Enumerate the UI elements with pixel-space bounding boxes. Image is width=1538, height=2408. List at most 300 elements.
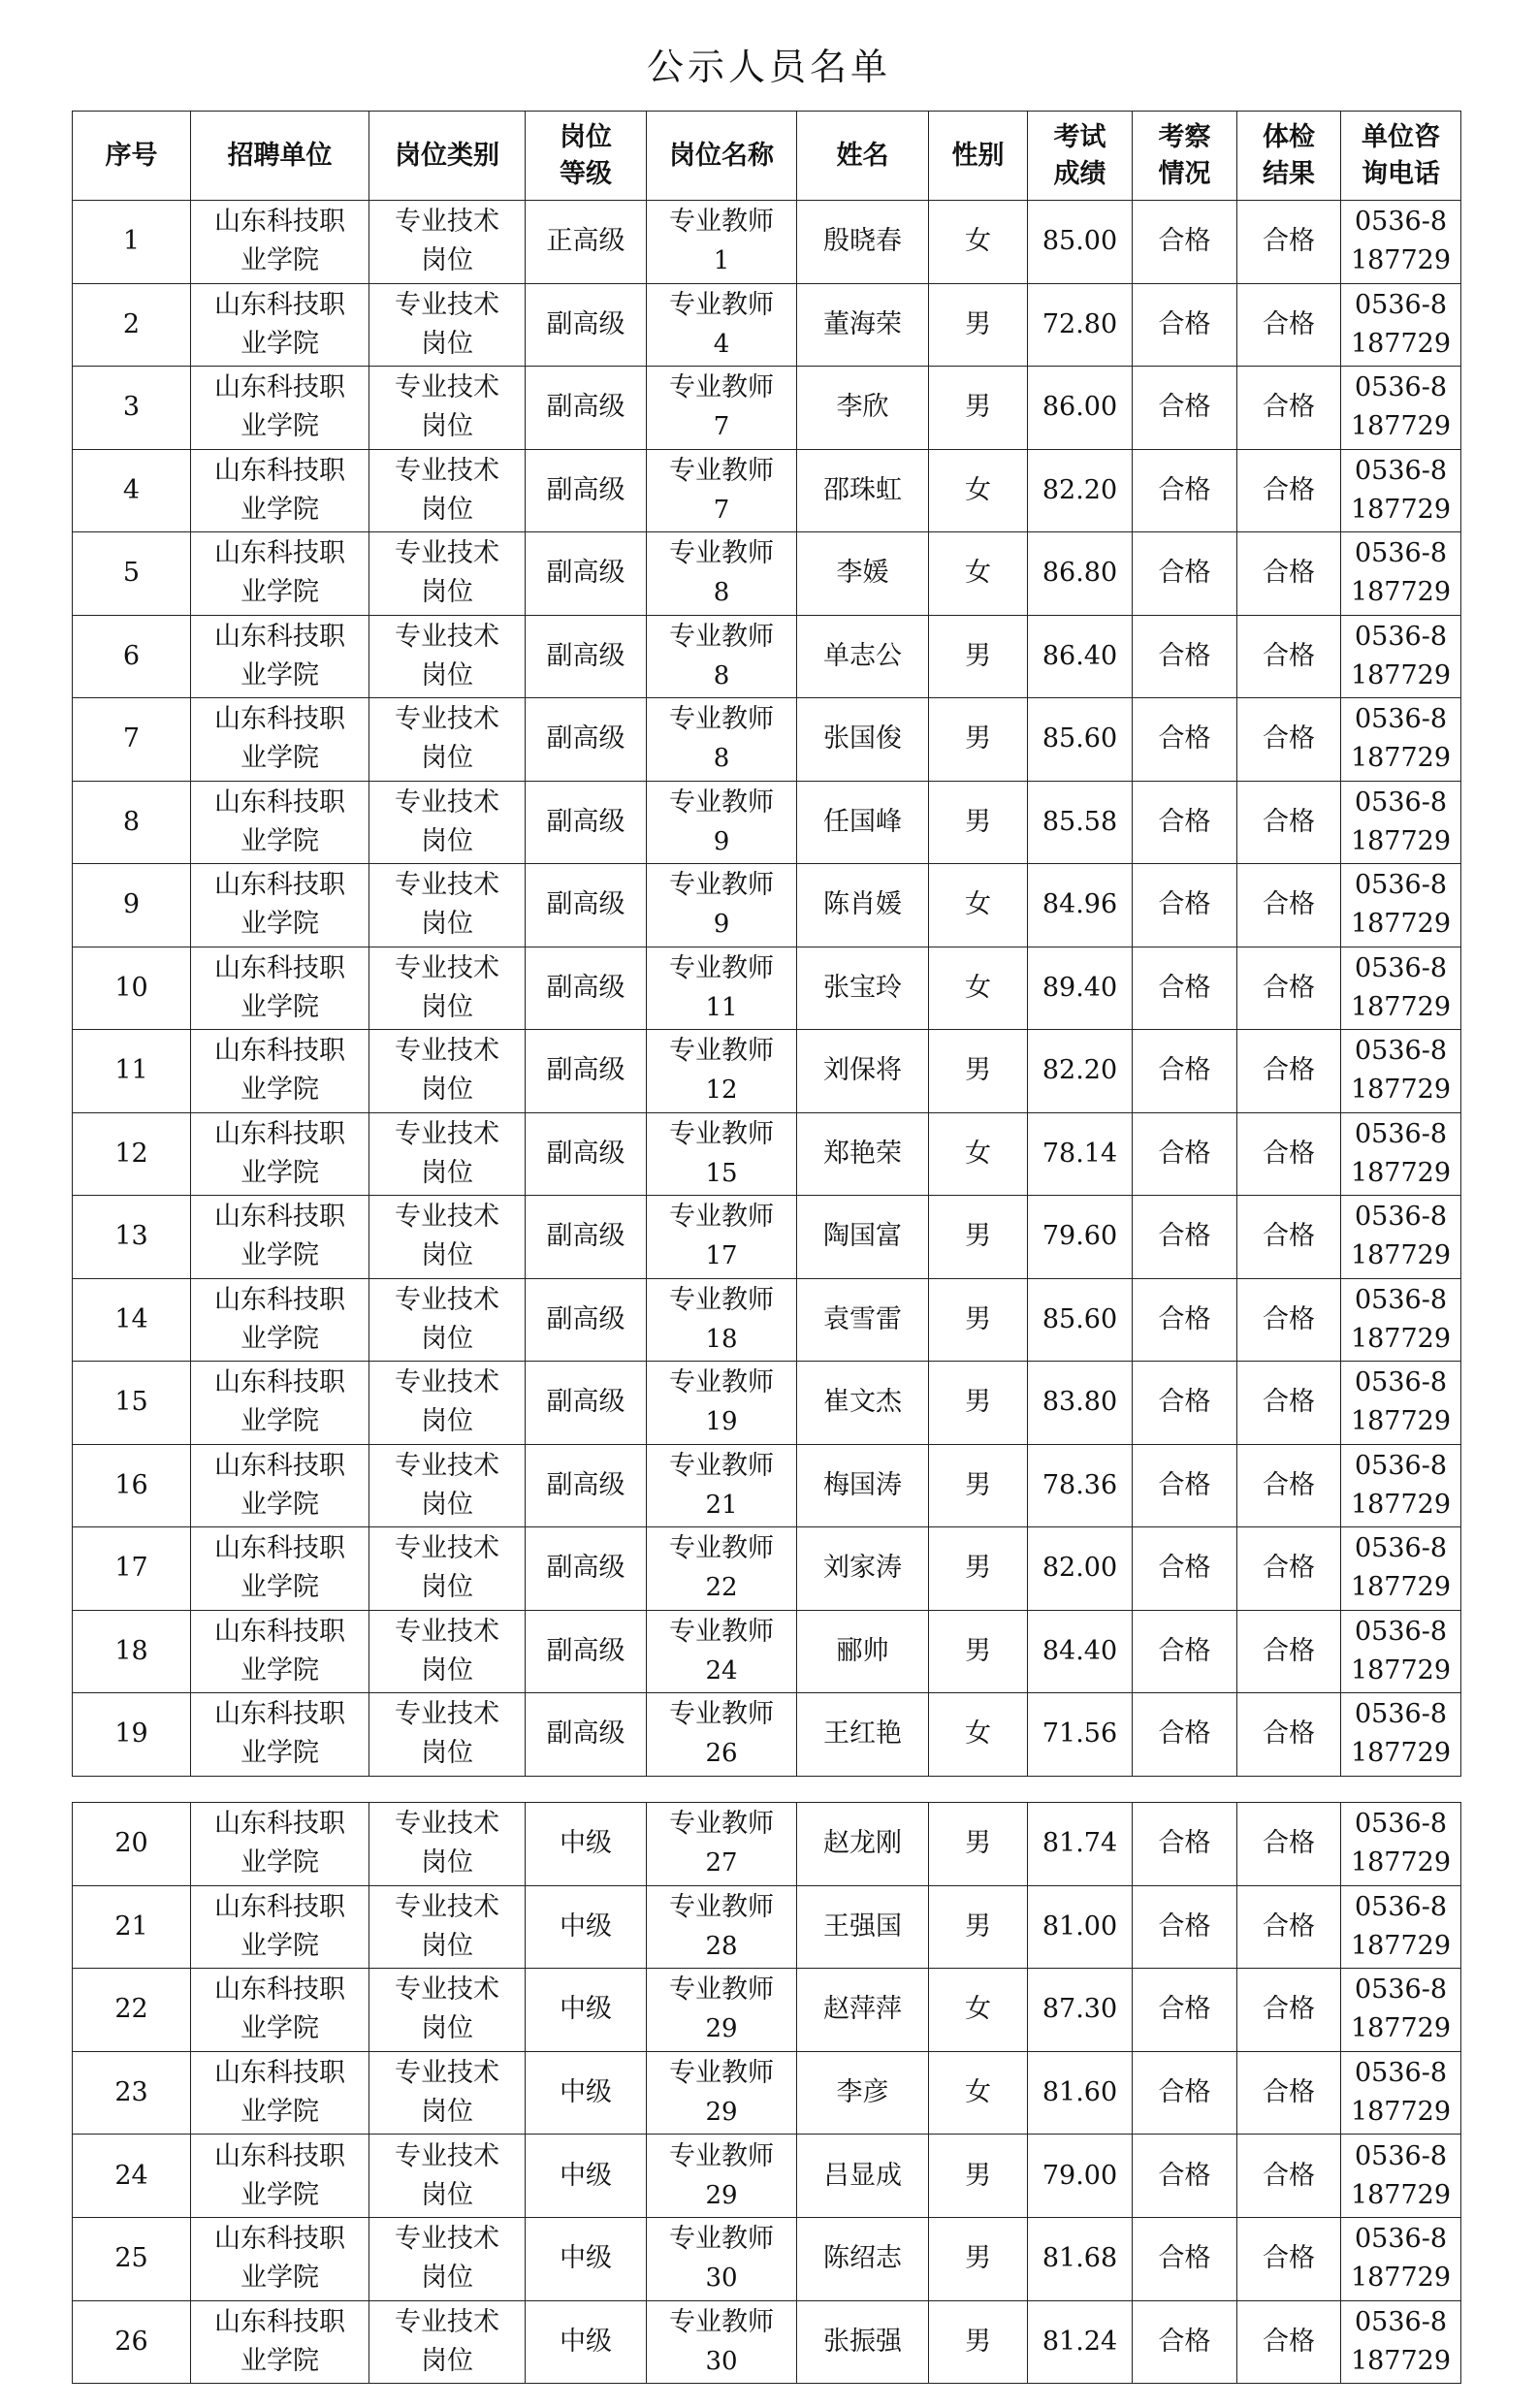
cell-unit: 山东科技职 业学院 (191, 2217, 369, 2300)
cell-no: 10 (73, 947, 191, 1030)
cell-level: 中级 (526, 1969, 647, 2052)
cell-no: 4 (73, 449, 191, 532)
cell-category: 专业技术 岗位 (369, 1610, 526, 1693)
cell-no: 18 (73, 1610, 191, 1693)
cell-score: 81.24 (1028, 2300, 1133, 2384)
cell-score: 81.00 (1028, 1885, 1133, 1969)
cell-position: 专业教师 1 (647, 201, 797, 284)
cell-phone: 0536-8 187729 (1341, 1196, 1461, 1279)
cell-inspection: 合格 (1133, 1278, 1237, 1362)
cell-no: 16 (73, 1444, 191, 1527)
cell-no: 11 (73, 1030, 191, 1113)
cell-score: 82.20 (1028, 449, 1133, 532)
header-gender: 性别 (929, 112, 1028, 201)
cell-level: 副高级 (526, 1527, 647, 1611)
cell-no: 26 (73, 2300, 191, 2384)
cell-inspection: 合格 (1133, 1885, 1237, 1969)
cell-phone: 0536-8 187729 (1341, 2217, 1461, 2300)
header-level: 岗位 等级 (526, 112, 647, 201)
cell-medical: 合格 (1237, 449, 1341, 532)
cell-name: 李彦 (797, 2051, 929, 2135)
cell-inspection: 合格 (1133, 367, 1237, 450)
cell-position: 专业教师 24 (647, 1610, 797, 1693)
cell-level: 正高级 (526, 201, 647, 284)
cell-unit: 山东科技职 业学院 (191, 367, 369, 450)
cell-no: 21 (73, 1885, 191, 1969)
cell-medical: 合格 (1237, 1803, 1341, 1886)
header-inspection: 考察 情况 (1133, 112, 1237, 201)
cell-category: 专业技术 岗位 (369, 1885, 526, 1969)
cell-inspection: 合格 (1133, 615, 1237, 698)
cell-phone: 0536-8 187729 (1341, 1362, 1461, 1445)
cell-inspection: 合格 (1133, 1030, 1237, 1113)
table-row (73, 1030, 1461, 1113)
table-row (73, 864, 1461, 947)
cell-medical: 合格 (1237, 1278, 1341, 1362)
cell-medical: 合格 (1237, 1030, 1341, 1113)
cell-name: 梅国涛 (797, 1444, 929, 1527)
cell-name: 刘保将 (797, 1030, 929, 1113)
cell-gender: 女 (929, 947, 1028, 1030)
table-row (73, 2135, 1461, 2218)
cell-inspection: 合格 (1133, 1444, 1237, 1527)
cell-medical: 合格 (1237, 1885, 1341, 1969)
cell-medical: 合格 (1237, 1362, 1341, 1445)
cell-medical: 合格 (1237, 698, 1341, 782)
header-no: 序号 (73, 112, 191, 201)
cell-position: 专业教师 8 (647, 698, 797, 782)
cell-name: 赵龙刚 (797, 1803, 929, 1886)
cell-phone: 0536-8 187729 (1341, 1693, 1461, 1777)
cell-medical: 合格 (1237, 947, 1341, 1030)
cell-level: 中级 (526, 1803, 647, 1886)
cell-inspection: 合格 (1133, 449, 1237, 532)
cell-medical: 合格 (1237, 615, 1341, 698)
cell-medical: 合格 (1237, 201, 1341, 284)
cell-category: 专业技术 岗位 (369, 1196, 526, 1279)
cell-no: 14 (73, 1278, 191, 1362)
cell-position: 专业教师 28 (647, 1885, 797, 1969)
cell-name: 郦帅 (797, 1610, 929, 1693)
cell-score: 82.20 (1028, 1030, 1133, 1113)
cell-phone: 0536-8 187729 (1341, 1969, 1461, 2052)
table-row (73, 449, 1461, 532)
cell-unit: 山东科技职 业学院 (191, 2300, 369, 2384)
cell-score: 72.80 (1028, 283, 1133, 367)
cell-score: 87.30 (1028, 1969, 1133, 2052)
cell-unit: 山东科技职 业学院 (191, 864, 369, 947)
cell-no: 9 (73, 864, 191, 947)
cell-unit: 山东科技职 业学院 (191, 1885, 369, 1969)
cell-category: 专业技术 岗位 (369, 201, 526, 284)
cell-unit: 山东科技职 业学院 (191, 1362, 369, 1445)
cell-gender: 男 (929, 1362, 1028, 1445)
cell-level: 副高级 (526, 615, 647, 698)
cell-name: 陈绍志 (797, 2217, 929, 2300)
cell-name: 袁雪雷 (797, 1278, 929, 1362)
header-score: 考试 成绩 (1028, 112, 1133, 201)
cell-category: 专业技术 岗位 (369, 1278, 526, 1362)
cell-name: 张国俊 (797, 698, 929, 782)
cell-unit: 山东科技职 业学院 (191, 781, 369, 864)
cell-inspection: 合格 (1133, 1112, 1237, 1196)
cell-phone: 0536-8 187729 (1341, 2300, 1461, 2384)
table-row (73, 367, 1461, 450)
cell-score: 85.60 (1028, 698, 1133, 782)
cell-position: 专业教师 9 (647, 781, 797, 864)
cell-medical: 合格 (1237, 781, 1341, 864)
cell-gender: 男 (929, 1444, 1028, 1527)
cell-name: 王红艳 (797, 1693, 929, 1777)
cell-medical: 合格 (1237, 864, 1341, 947)
cell-category: 专业技术 岗位 (369, 449, 526, 532)
table-row (73, 1527, 1461, 1611)
cell-phone: 0536-8 187729 (1341, 201, 1461, 284)
cell-unit: 山东科技职 业学院 (191, 449, 369, 532)
cell-position: 专业教师 27 (647, 1803, 797, 1886)
cell-gender: 男 (929, 698, 1028, 782)
cell-no: 20 (73, 1803, 191, 1886)
cell-score: 71.56 (1028, 1693, 1133, 1777)
cell-position: 专业教师 26 (647, 1693, 797, 1777)
cell-level: 副高级 (526, 532, 647, 616)
cell-no: 5 (73, 532, 191, 616)
cell-phone: 0536-8 187729 (1341, 1527, 1461, 1611)
cell-medical: 合格 (1237, 1527, 1341, 1611)
cell-category: 专业技术 岗位 (369, 1030, 526, 1113)
cell-name: 崔文杰 (797, 1362, 929, 1445)
cell-category: 专业技术 岗位 (369, 1969, 526, 2052)
cell-inspection: 合格 (1133, 532, 1237, 616)
cell-gender: 男 (929, 1030, 1028, 1113)
table-row (73, 1444, 1461, 1527)
cell-medical: 合格 (1237, 2051, 1341, 2135)
cell-inspection: 合格 (1133, 781, 1237, 864)
cell-score: 86.00 (1028, 367, 1133, 450)
cell-category: 专业技术 岗位 (369, 1444, 526, 1527)
cell-gender: 男 (929, 1196, 1028, 1279)
cell-position: 专业教师 7 (647, 367, 797, 450)
cell-score: 81.68 (1028, 2217, 1133, 2300)
cell-level: 副高级 (526, 283, 647, 367)
cell-gender: 女 (929, 532, 1028, 616)
cell-category: 专业技术 岗位 (369, 2217, 526, 2300)
cell-phone: 0536-8 187729 (1341, 615, 1461, 698)
cell-unit: 山东科技职 业学院 (191, 1278, 369, 1362)
cell-name: 陶国富 (797, 1196, 929, 1279)
table-row (73, 532, 1461, 616)
roster-table-top (72, 111, 1461, 1777)
cell-phone: 0536-8 187729 (1341, 698, 1461, 782)
cell-phone: 0536-8 187729 (1341, 449, 1461, 532)
cell-unit: 山东科技职 业学院 (191, 1030, 369, 1113)
cell-no: 8 (73, 781, 191, 864)
cell-unit: 山东科技职 业学院 (191, 1444, 369, 1527)
cell-phone: 0536-8 187729 (1341, 1885, 1461, 1969)
cell-position: 专业教师 8 (647, 532, 797, 616)
cell-gender: 女 (929, 1112, 1028, 1196)
cell-name: 王强国 (797, 1885, 929, 1969)
cell-position: 专业教师 17 (647, 1196, 797, 1279)
table-row (73, 201, 1461, 284)
cell-category: 专业技术 岗位 (369, 615, 526, 698)
cell-position: 专业教师 7 (647, 449, 797, 532)
cell-gender: 男 (929, 781, 1028, 864)
cell-unit: 山东科技职 业学院 (191, 2051, 369, 2135)
cell-category: 专业技术 岗位 (369, 1362, 526, 1445)
table-row (73, 2300, 1461, 2384)
cell-level: 副高级 (526, 698, 647, 782)
cell-name: 李媛 (797, 532, 929, 616)
cell-level: 副高级 (526, 1444, 647, 1527)
cell-unit: 山东科技职 业学院 (191, 1196, 369, 1279)
cell-phone: 0536-8 187729 (1341, 947, 1461, 1030)
cell-no: 7 (73, 698, 191, 782)
cell-level: 副高级 (526, 1196, 647, 1279)
page-title: 公示人员名单 (646, 46, 891, 88)
table-row (73, 1112, 1461, 1196)
cell-phone: 0536-8 187729 (1341, 2135, 1461, 2218)
cell-gender: 女 (929, 1693, 1028, 1777)
cell-unit: 山东科技职 业学院 (191, 698, 369, 782)
cell-medical: 合格 (1237, 283, 1341, 367)
header-category: 岗位类别 (369, 112, 526, 201)
cell-name: 赵萍萍 (797, 1969, 929, 2052)
table-header-row (73, 112, 1461, 201)
cell-no: 13 (73, 1196, 191, 1279)
cell-category: 专业技术 岗位 (369, 2135, 526, 2218)
cell-inspection: 合格 (1133, 698, 1237, 782)
cell-level: 副高级 (526, 1112, 647, 1196)
table-row (73, 1803, 1461, 1886)
cell-phone: 0536-8 187729 (1341, 1803, 1461, 1886)
cell-position: 专业教师 29 (647, 2051, 797, 2135)
cell-medical: 合格 (1237, 2300, 1341, 2384)
cell-medical: 合格 (1237, 2135, 1341, 2218)
cell-level: 副高级 (526, 947, 647, 1030)
header-position: 岗位名称 (647, 112, 797, 201)
table-row (73, 947, 1461, 1030)
cell-category: 专业技术 岗位 (369, 532, 526, 616)
cell-score: 86.80 (1028, 532, 1133, 616)
cell-position: 专业教师 29 (647, 1969, 797, 2052)
cell-phone: 0536-8 187729 (1341, 367, 1461, 450)
cell-position: 专业教师 18 (647, 1278, 797, 1362)
cell-inspection: 合格 (1133, 2135, 1237, 2218)
cell-unit: 山东科技职 业学院 (191, 1969, 369, 2052)
cell-gender: 男 (929, 1803, 1028, 1886)
cell-unit: 山东科技职 业学院 (191, 532, 369, 616)
cell-name: 刘家涛 (797, 1527, 929, 1611)
cell-inspection: 合格 (1133, 1610, 1237, 1693)
cell-medical: 合格 (1237, 1444, 1341, 1527)
cell-no: 17 (73, 1527, 191, 1611)
cell-score: 79.00 (1028, 2135, 1133, 2218)
cell-phone: 0536-8 187729 (1341, 283, 1461, 367)
cell-unit: 山东科技职 业学院 (191, 1112, 369, 1196)
table-row (73, 1362, 1461, 1445)
table-row (73, 1610, 1461, 1693)
cell-gender: 男 (929, 1885, 1028, 1969)
cell-gender: 男 (929, 1527, 1028, 1611)
cell-phone: 0536-8 187729 (1341, 1444, 1461, 1527)
cell-gender: 男 (929, 615, 1028, 698)
cell-score: 78.14 (1028, 1112, 1133, 1196)
cell-name: 吕显成 (797, 2135, 929, 2218)
cell-gender: 男 (929, 2217, 1028, 2300)
cell-inspection: 合格 (1133, 2300, 1237, 2384)
cell-inspection: 合格 (1133, 1969, 1237, 2052)
cell-name: 张振强 (797, 2300, 929, 2384)
cell-position: 专业教师 19 (647, 1362, 797, 1445)
cell-score: 85.00 (1028, 201, 1133, 284)
cell-level: 副高级 (526, 367, 647, 450)
cell-gender: 女 (929, 864, 1028, 947)
cell-inspection: 合格 (1133, 947, 1237, 1030)
header-name: 姓名 (797, 112, 929, 201)
cell-no: 15 (73, 1362, 191, 1445)
cell-unit: 山东科技职 业学院 (191, 2135, 369, 2218)
cell-gender: 女 (929, 201, 1028, 284)
cell-inspection: 合格 (1133, 1803, 1237, 1886)
table-row (73, 1278, 1461, 1362)
cell-level: 副高级 (526, 1278, 647, 1362)
table-row (73, 1196, 1461, 1279)
cell-gender: 男 (929, 283, 1028, 367)
cell-unit: 山东科技职 业学院 (191, 201, 369, 284)
cell-inspection: 合格 (1133, 2217, 1237, 2300)
table-row (73, 781, 1461, 864)
cell-name: 张宝玲 (797, 947, 929, 1030)
cell-gender: 男 (929, 1610, 1028, 1693)
cell-score: 84.96 (1028, 864, 1133, 947)
cell-name: 邵珠虹 (797, 449, 929, 532)
cell-unit: 山东科技职 业学院 (191, 615, 369, 698)
cell-level: 中级 (526, 2135, 647, 2218)
table-row (73, 2217, 1461, 2300)
cell-inspection: 合格 (1133, 1362, 1237, 1445)
cell-score: 78.36 (1028, 1444, 1133, 1527)
cell-unit: 山东科技职 业学院 (191, 947, 369, 1030)
cell-position: 专业教师 29 (647, 2135, 797, 2218)
cell-unit: 山东科技职 业学院 (191, 1803, 369, 1886)
cell-no: 22 (73, 1969, 191, 2052)
cell-unit: 山东科技职 业学院 (191, 1610, 369, 1693)
cell-no: 6 (73, 615, 191, 698)
cell-level: 中级 (526, 1885, 647, 1969)
cell-position: 专业教师 15 (647, 1112, 797, 1196)
cell-no: 3 (73, 367, 191, 450)
cell-name: 陈肖媛 (797, 864, 929, 947)
cell-level: 副高级 (526, 449, 647, 532)
cell-inspection: 合格 (1133, 283, 1237, 367)
cell-score: 81.74 (1028, 1803, 1133, 1886)
cell-no: 1 (73, 201, 191, 284)
header-medical: 体检 结果 (1237, 112, 1341, 201)
cell-inspection: 合格 (1133, 864, 1237, 947)
cell-inspection: 合格 (1133, 1527, 1237, 1611)
table-row (73, 698, 1461, 782)
cell-position: 专业教师 8 (647, 615, 797, 698)
cell-medical: 合格 (1237, 1196, 1341, 1279)
cell-score: 83.80 (1028, 1362, 1133, 1445)
cell-category: 专业技术 岗位 (369, 1112, 526, 1196)
cell-score: 81.60 (1028, 2051, 1133, 2135)
cell-score: 85.58 (1028, 781, 1133, 864)
cell-name: 任国峰 (797, 781, 929, 864)
cell-inspection: 合格 (1133, 201, 1237, 284)
table-row (73, 1693, 1461, 1777)
cell-phone: 0536-8 187729 (1341, 1278, 1461, 1362)
cell-level: 中级 (526, 2300, 647, 2384)
cell-position: 专业教师 12 (647, 1030, 797, 1113)
cell-position: 专业教师 11 (647, 947, 797, 1030)
cell-category: 专业技术 岗位 (369, 698, 526, 782)
cell-medical: 合格 (1237, 2217, 1341, 2300)
cell-level: 中级 (526, 2217, 647, 2300)
header-phone: 单位咨 询电话 (1341, 112, 1461, 201)
cell-unit: 山东科技职 业学院 (191, 1693, 369, 1777)
cell-name: 李欣 (797, 367, 929, 450)
cell-gender: 男 (929, 367, 1028, 450)
cell-category: 专业技术 岗位 (369, 1803, 526, 1886)
cell-score: 86.40 (1028, 615, 1133, 698)
cell-category: 专业技术 岗位 (369, 1527, 526, 1611)
cell-no: 25 (73, 2217, 191, 2300)
cell-phone: 0536-8 187729 (1341, 1030, 1461, 1113)
cell-gender: 女 (929, 1969, 1028, 2052)
cell-level: 副高级 (526, 781, 647, 864)
cell-level: 中级 (526, 2051, 647, 2135)
table-row (73, 2051, 1461, 2135)
roster-table-bottom (72, 1802, 1461, 2384)
cell-no: 2 (73, 283, 191, 367)
cell-medical: 合格 (1237, 532, 1341, 616)
cell-gender: 男 (929, 2300, 1028, 2384)
cell-medical: 合格 (1237, 367, 1341, 450)
table-row (73, 1885, 1461, 1969)
cell-name: 郑艳荣 (797, 1112, 929, 1196)
cell-phone: 0536-8 187729 (1341, 1112, 1461, 1196)
cell-phone: 0536-8 187729 (1341, 1610, 1461, 1693)
cell-position: 专业教师 22 (647, 1527, 797, 1611)
cell-phone: 0536-8 187729 (1341, 781, 1461, 864)
cell-level: 副高级 (526, 864, 647, 947)
cell-position: 专业教师 21 (647, 1444, 797, 1527)
cell-medical: 合格 (1237, 1693, 1341, 1777)
cell-level: 副高级 (526, 1362, 647, 1445)
cell-no: 19 (73, 1693, 191, 1777)
cell-name: 殷晓春 (797, 201, 929, 284)
table-row (73, 615, 1461, 698)
cell-medical: 合格 (1237, 1969, 1341, 2052)
cell-score: 89.40 (1028, 947, 1133, 1030)
header-unit: 招聘单位 (191, 112, 369, 201)
table-row (73, 1969, 1461, 2052)
cell-position: 专业教师 30 (647, 2217, 797, 2300)
cell-category: 专业技术 岗位 (369, 864, 526, 947)
cell-gender: 女 (929, 449, 1028, 532)
cell-position: 专业教师 9 (647, 864, 797, 947)
cell-category: 专业技术 岗位 (369, 1693, 526, 1777)
table-row (73, 283, 1461, 367)
cell-category: 专业技术 岗位 (369, 2300, 526, 2384)
cell-no: 24 (73, 2135, 191, 2218)
cell-score: 82.00 (1028, 1527, 1133, 1611)
cell-inspection: 合格 (1133, 2051, 1237, 2135)
cell-category: 专业技术 岗位 (369, 283, 526, 367)
cell-unit: 山东科技职 业学院 (191, 1527, 369, 1611)
